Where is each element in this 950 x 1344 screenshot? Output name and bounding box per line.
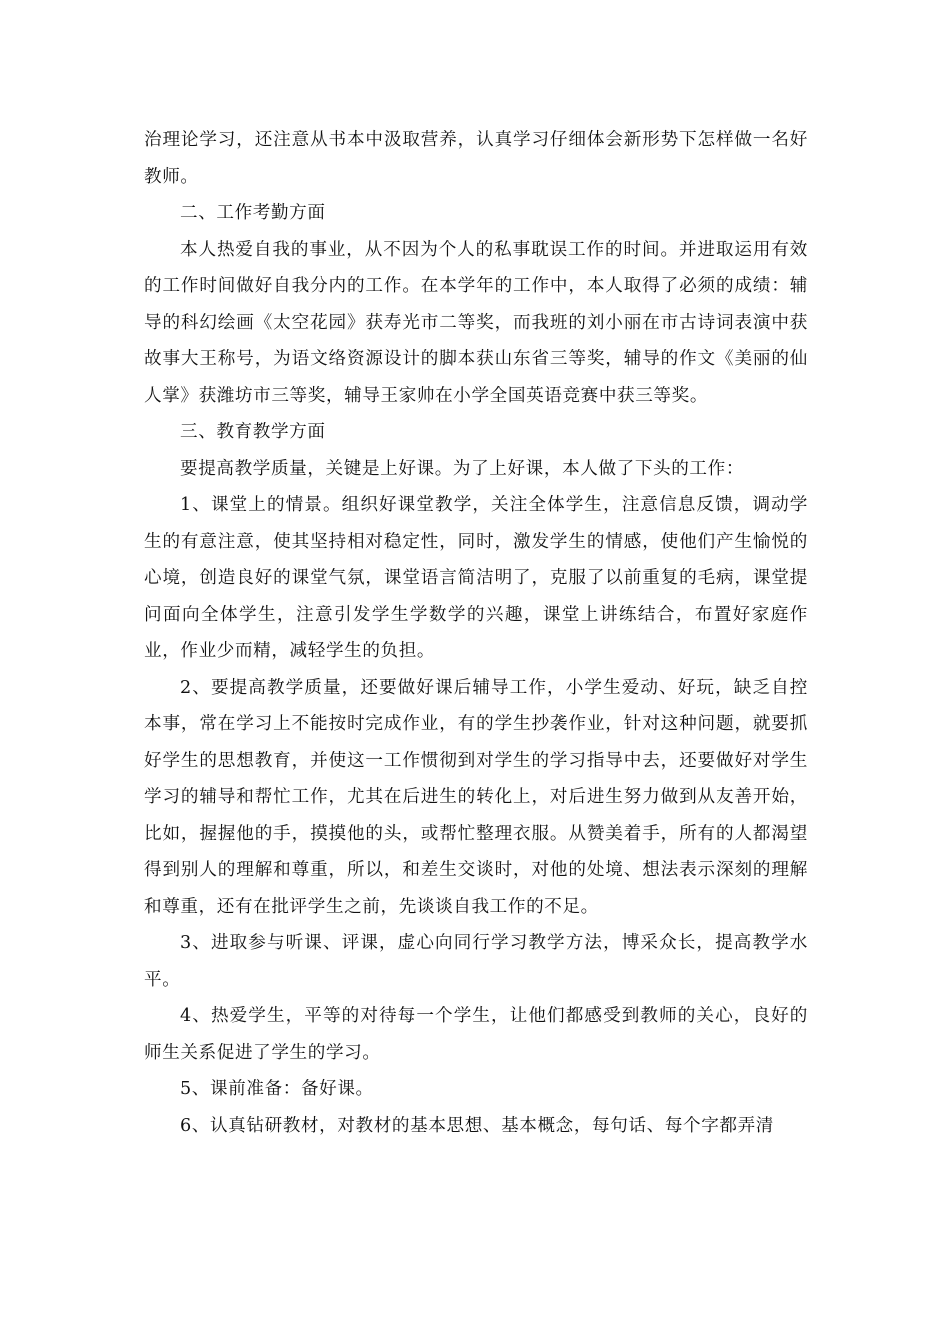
- paragraph-continuation: 治理论学习，还注意从书本中汲取营养，认真学习仔细体会新形势下怎样做一名好教师。: [144, 130, 808, 187]
- list-item-3: 3、进取参与听课、评课，虚心向同行学习教学方法，博采众长，提高教学水平。: [144, 933, 808, 990]
- list-item-2: 2、要提高教学质量，还要做好课后辅导工作，小学生爱动、好玩，缺乏自控本事，常在学习上不能按时完成作业，有的学生抄袭作业，针对这种问题，就要抓好学生的思想教育，并使这一工作惯彻到对学生的学习指导中去，还要做好对学生学习的辅导和帮忙工作，尤其在后进生的转化上，对后进生努力做到从友善开始，比如，握握他的手，摸摸他的头，或帮忙整理衣服。从赞美着手，所有的人都渴望得到别人的理解和尊重，所以，和差生交谈时，对他的处境、想法表示深刻的理解和尊重，还有在批评学生之前，先谈谈自我工作的不足。: [144, 677, 808, 917]
- document-body: [144, 122, 808, 1144]
- list-item-5: 5、课前准备：备好课。: [180, 1079, 374, 1099]
- list-item-4: 4、热爱学生，平等的对待每一个学生，让他们都感受到教师的关心，良好的师生关系促进了学生的学习。: [144, 1006, 808, 1063]
- paragraph-achievements: 本人热爱自我的事业，从不因为个人的私事耽误工作的时间。并进取运用有效的工作时间做好自我分内的工作。在本学年的工作中，本人取得了必须的成绩：辅导的科幻绘画《太空花园》获寿光市二等奖，而我班的刘小丽在市古诗词表演中获故事大王称号，为语文络资源设计的脚本获山东省三等奖，辅导的作文《美丽的仙人掌》获潍坊市三等奖，辅导王家帅在小学全国英语竞赛中获三等奖。: [144, 239, 808, 406]
- section-heading-teaching: 三、教育教学方面: [180, 422, 326, 442]
- paragraph-intro-teaching: 要提高教学质量，关键是上好课。为了上好课，本人做了下头的工作：: [180, 458, 745, 479]
- section-heading-work-attendance: 二、工作考勤方面: [180, 203, 326, 223]
- list-item-6: 6、认真钻研教材，对教材的基本思想、基本概念，每句话、每个字都弄清: [180, 1115, 774, 1136]
- list-item-1: 1、课堂上的情景。组织好课堂教学，关注全体学生，注意信息反馈，调动学生的有意注意，使其坚持相对稳定性，同时，激发学生的情感，使他们产生愉悦的心境，创造良好的课堂气氛，课堂语言简洁明了，克服了以前重复的毛病，课堂提问面向全体学生，注意引发学生学数学的兴趣，课堂上讲练结合，布置好家庭作业，作业少而精，减轻学生的负担。: [144, 495, 808, 661]
